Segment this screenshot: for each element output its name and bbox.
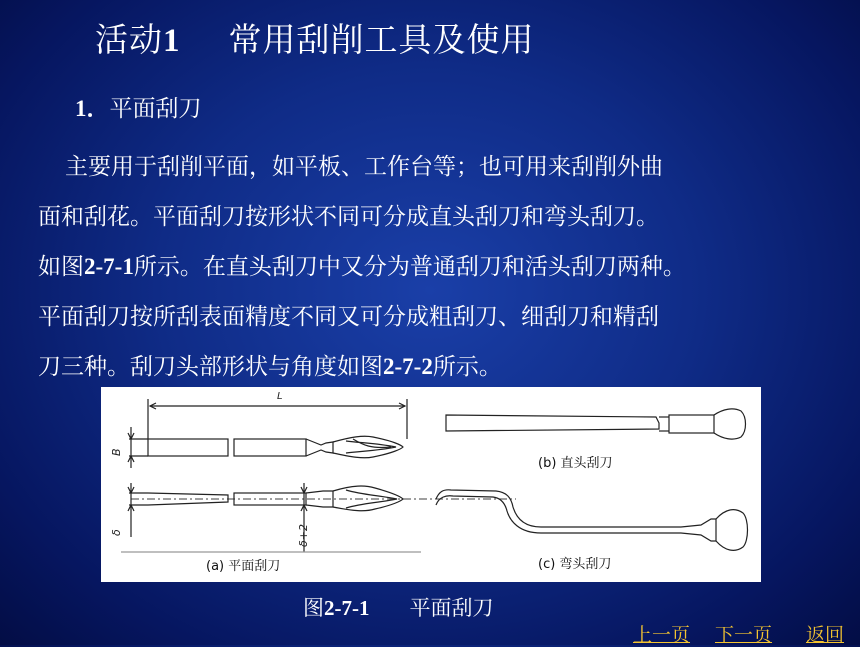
title-text: 常用刮削工具及使用 (228, 20, 535, 59)
paragraph-line (38, 242, 838, 292)
label-b: (b) 直头刮刀 (538, 456, 613, 471)
paragraph-text: 所示。在直头刮刀中又分为普通刮刀和活头刮刀两种。 (133, 254, 686, 280)
figure-caption (303, 592, 494, 622)
dimension-delta2-label: δ+2 (297, 524, 310, 547)
scraper-figure (101, 387, 761, 582)
figure-reference: 2-7-2 (383, 354, 433, 379)
dimension-b-label: B (110, 448, 123, 456)
label-a: (a) 平面刮刀 (206, 559, 281, 574)
label-c: (c) 弯头刮刀 (538, 557, 612, 572)
paragraph-text: 如图 (38, 254, 84, 280)
dimension-l-label: L (277, 391, 283, 402)
paragraph-line (38, 142, 838, 192)
caption-text: 平面刮刀 (409, 596, 494, 620)
title-prefix: 活动 (95, 20, 163, 59)
body-paragraph (38, 142, 838, 392)
next-page-link[interactable]: 下一页 (715, 624, 773, 646)
heading-number: 1． (75, 96, 110, 121)
title-number: 1 (163, 23, 181, 59)
paragraph-line (38, 342, 838, 392)
paragraph-line (38, 192, 838, 242)
paragraph-text: 面和刮花。平面刮刀按形状不同可分成直头刮刀和弯头刮刀。 (38, 204, 659, 230)
paragraph-text: 所示。 (432, 354, 502, 380)
scraper-drawing (101, 387, 761, 582)
caption-prefix: 图 (303, 596, 324, 620)
figure-reference: 2-7-1 (84, 254, 134, 279)
slide-title (95, 14, 535, 61)
previous-page-link[interactable]: 上一页 (633, 624, 691, 646)
return-link[interactable]: 返回 (806, 624, 845, 646)
heading-text: 平面刮刀 (109, 96, 202, 122)
caption-number: 2-7-1 (324, 596, 370, 620)
paragraph-text: 平面刮刀按所刮表面精度不同又可分成粗刮刀、细刮刀和精刮 (38, 304, 659, 330)
dimension-delta-label: δ (110, 529, 123, 536)
paragraph-line (38, 292, 838, 342)
paragraph-text: 主要用于刮削平面，如平板、工作台等；也可用来刮削外曲 (65, 154, 663, 180)
paragraph-text: 刀三种。刮刀头部形状与角度如图 (38, 354, 383, 380)
section-heading (75, 90, 202, 123)
